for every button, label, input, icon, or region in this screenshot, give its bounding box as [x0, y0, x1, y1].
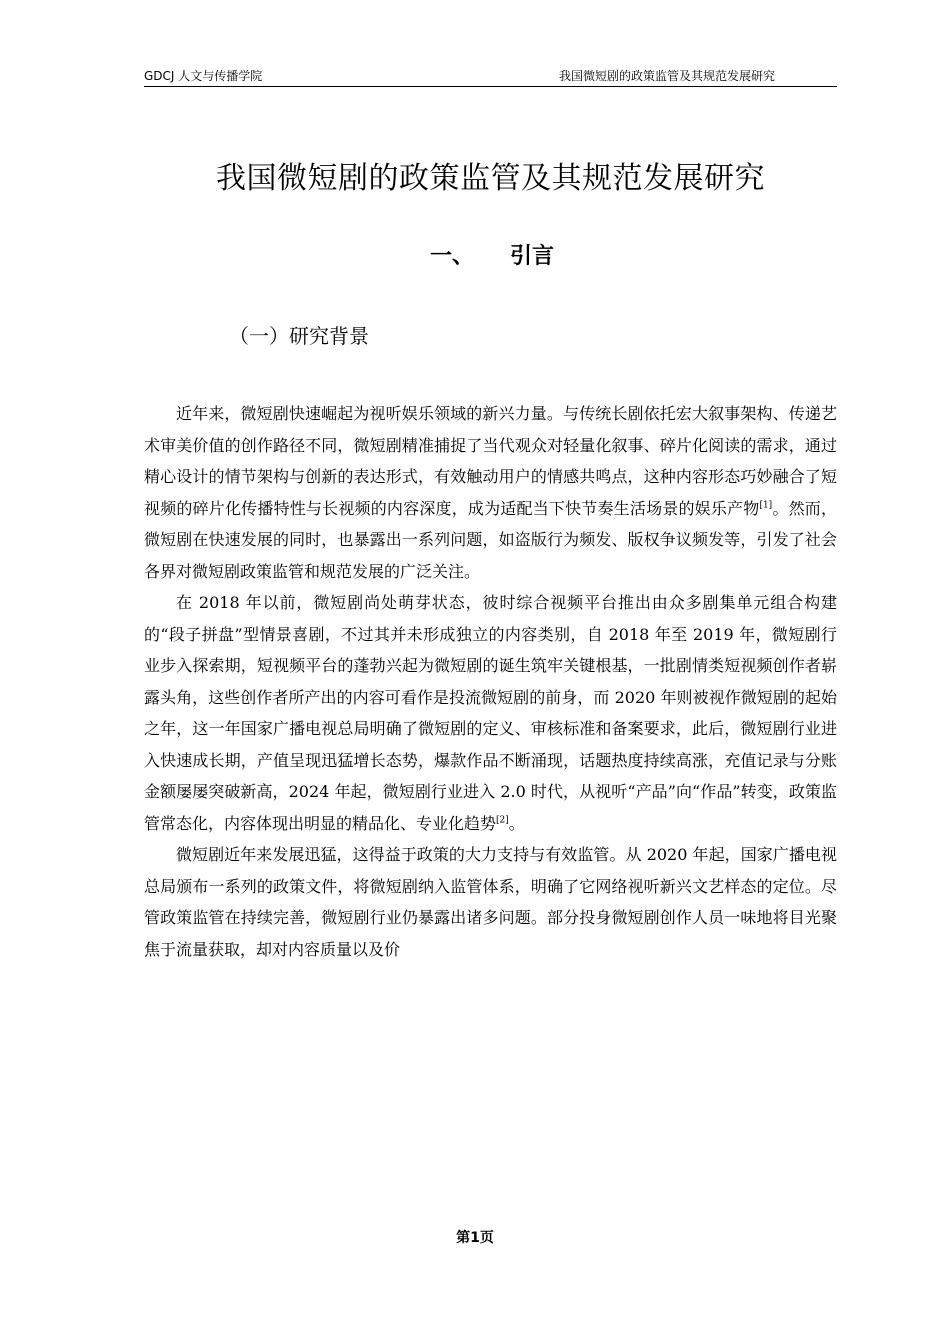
paragraph-text: 近年来，微短剧快速崛起为视听娱乐领域的新兴力量。与传统长剧依托宏大叙事架构、传递艺术审美价值的创作路径不同，微短剧精准捕捉了当代观众对轻量化叙事、碎片化阅读的需求，通过精心设计的情节架构与创新的表达形式，有效触动用户的情感共鸣点，这种内容形态巧妙融合了短视频的碎片化传播特性与长视频的内容深度，成为适配当下快节奏生活场景的娱乐产物 — [144, 404, 837, 518]
citation-marker: [2] — [496, 815, 509, 826]
paragraph — [144, 398, 837, 587]
header-paper-title: 我国微短剧的政策监管及其规范发展研究 — [558, 69, 775, 83]
paragraph — [144, 839, 837, 965]
paragraph-text: 微短剧近年来发展迅猛，这得益于政策的大力支持与有效监管。从 2020 年起，国家广播电视总局颁布一系列的政策文件，将微短剧纳入监管体系，明确了它网络视听新兴文艺样态的定位。尽管政策监管在持续完善，微短剧行业仍暴露出诸多问题。部分投身微短剧创作人员一味地将目光聚焦于流量获取，却对内容质量以及价 — [144, 845, 837, 959]
body-text — [144, 398, 837, 965]
section-number: 一、 — [430, 244, 475, 269]
document-title: 我国微短剧的政策监管及其规范发展研究 — [216, 161, 765, 196]
running-header — [144, 68, 837, 87]
subsection-heading: （一）研究背景 — [229, 324, 369, 348]
paragraph-text: 在 2018 年以前，微短剧尚处萌芽状态，彼时综合视频平台推出由众多剧集单元组合构建的“段子拼盘”型情景喜剧，不过其并未形成独立的内容类别，自 2018 年至 2019 年，微短剧行业步入探索期，短视频平台的蓬勃兴起为微短剧的诞生筑牢关键根基，一批剧情类短视频创作者崭露头角，这些创作者所产出的内容可看作是投流微短剧的前身，而 2020 年则被视作微短剧的起始之年，这一年国家广播电视总局明确了微短剧的定义、审核标准和备案要求，此后，微短剧行业进入快速成长期，产值呈现迅猛增长态势，爆款作品不断涌现，话题热度持续高涨，充值记录与分账金额屡屡突破新高，2024 年起，微短剧行业进入 2.0 时代，从视听“产品”向“作品”转变，政策监管常态化，内容体现出明显的精品化、专业化趋势 — [144, 593, 837, 833]
page-number: 第1页 — [456, 1230, 494, 1246]
header-institution: GDCJ 人文与传播学院 — [144, 69, 263, 83]
paragraph-text-continued: 。 — [508, 813, 525, 833]
section-heading — [430, 240, 554, 274]
paragraph — [144, 587, 837, 839]
citation-marker: [1] — [759, 500, 773, 511]
section-name: 引言 — [510, 244, 555, 269]
paragraph-text-continued: 。然而，微短剧在快速发展的同时，也暴露出一系列问题，如盗版行为频发、版权争议频发等，引发了社会各界对微短剧政策监管和规范发展的广泛关注。 — [144, 498, 837, 581]
